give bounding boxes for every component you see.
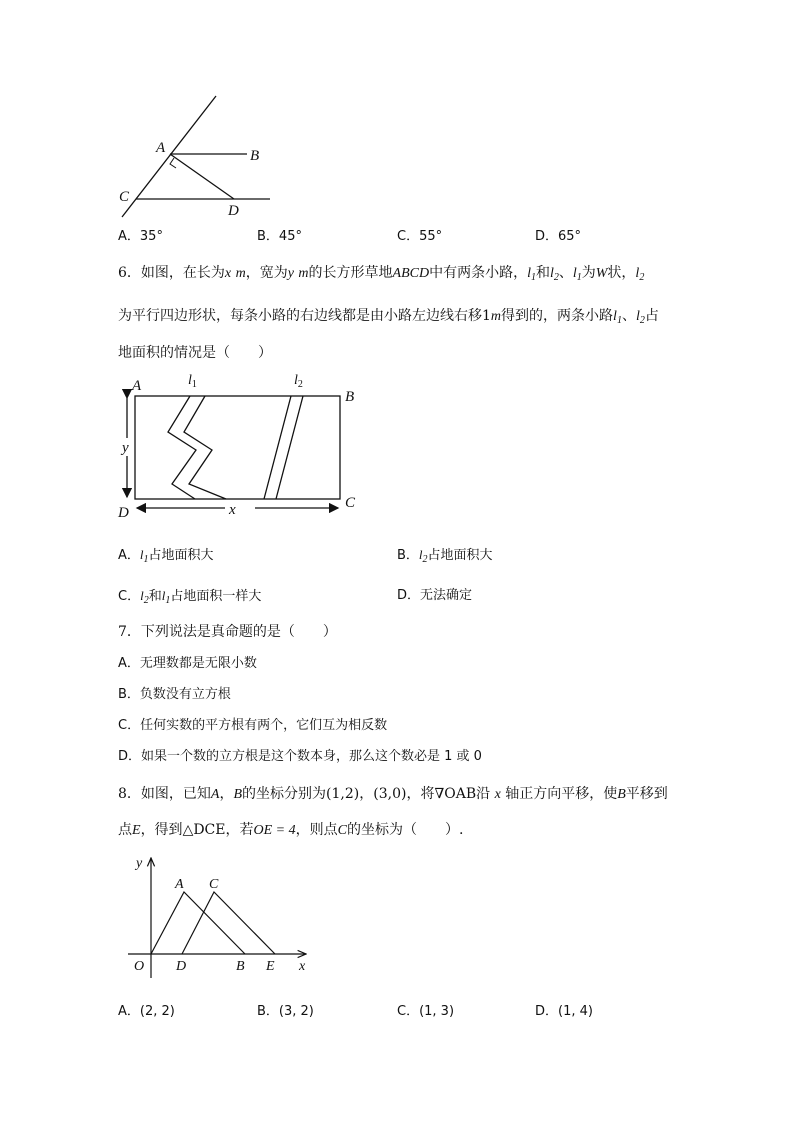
q8-figure [0,850,794,980]
q6-label-c: C [345,495,356,511]
q7-option-a: A．无理数都是无限小数 [118,656,257,671]
q7-stem: 7．下列说法是真命题的是（ ） [118,624,337,640]
q7-option-c: C．任何实数的平方根有两个，它们互为相反数 [118,718,388,733]
q8-stem-line-2: 点E，得到△DCE，若OE = 4，则点C的坐标为（ ）. [118,822,464,838]
q8-triangle-dce [182,892,275,954]
q6-label-a: A [132,378,142,394]
q6-option-a: A．$l_1$占地面积大 [118,547,214,565]
q6-label-y: y [122,440,129,456]
q5-right-angle-mark [170,158,176,168]
q6-option-c: C．$l_2$和$l_1$占地面积一样大 [118,588,262,606]
q7-option-d: D．如果一个数的立方根是这个数本身，那么这个数必是 1 或 0 [118,749,482,764]
q8-option-d: D．(1, 4) [535,1004,593,1019]
q8-label-c: C [209,877,219,892]
q8-label-e: E [266,959,275,974]
q5-label-b: B [250,148,260,164]
q8-stem-line-1: 8．如图，已知A，B的坐标分别为(1,2)，(3,0)，将∇OAB沿 x 轴正方向平移，使B平移到 [118,786,668,802]
q8-label-d: D [176,959,187,974]
q8-label-y: y [136,856,143,871]
q6-stem-line-1: 6．如图，在长为x m，宽为y m的长方形草地ABCD中有两条小路，$l_1$和$l_2$、$l_1$为W状，$l_2$ [118,265,645,283]
q5-option-b: B．45° [257,229,302,244]
q5-figure [0,0,794,240]
q6-label-x: x [229,502,236,518]
q8-label-a: A [175,877,184,892]
q5-option-c: C．55° [397,229,443,244]
q6-path-l2-left [264,396,291,499]
q6-path-l2-right [276,396,303,499]
q5-label-a: A [156,140,166,156]
q6-figure [0,370,794,520]
q6-stem-line-3: 地面积的情况是（ ） [118,345,272,361]
q6-stem-line-2: 为平行四边形状，每条小路的右边线都是由小路左边线右移1m得到的，两条小路$l_1$、$l_2$占 [118,308,659,326]
q8-label-x: x [299,959,306,974]
q6-path-l1-right [184,396,226,499]
q8-option-a: A．(2, 2) [118,1004,175,1019]
q6-label-l2: $l_2$ [294,373,303,390]
q7-option-b: B．负数没有立方根 [118,687,231,702]
q5-label-d: D [228,203,239,219]
q5-label-c: C [119,189,130,205]
q6-rectangle [135,396,340,499]
q5-option-a: A．35° [118,229,163,244]
q6-label-l1: $l_1$ [188,373,197,390]
q5-line-ad [170,154,234,199]
q8-label-b: B [236,959,245,974]
q8-option-c: C．(1, 3) [397,1004,455,1019]
q6-option-d: D．无法确定 [397,588,473,603]
q5-option-d: D．65° [535,229,582,244]
q6-label-b: B [345,389,355,405]
q6-path-l1-left [168,396,196,499]
q6-option-b: B．$l_2$占地面积大 [397,547,493,565]
q6-label-d: D [118,505,129,521]
q8-option-b: B．(3, 2) [257,1004,314,1019]
q8-label-o: O [134,959,145,974]
